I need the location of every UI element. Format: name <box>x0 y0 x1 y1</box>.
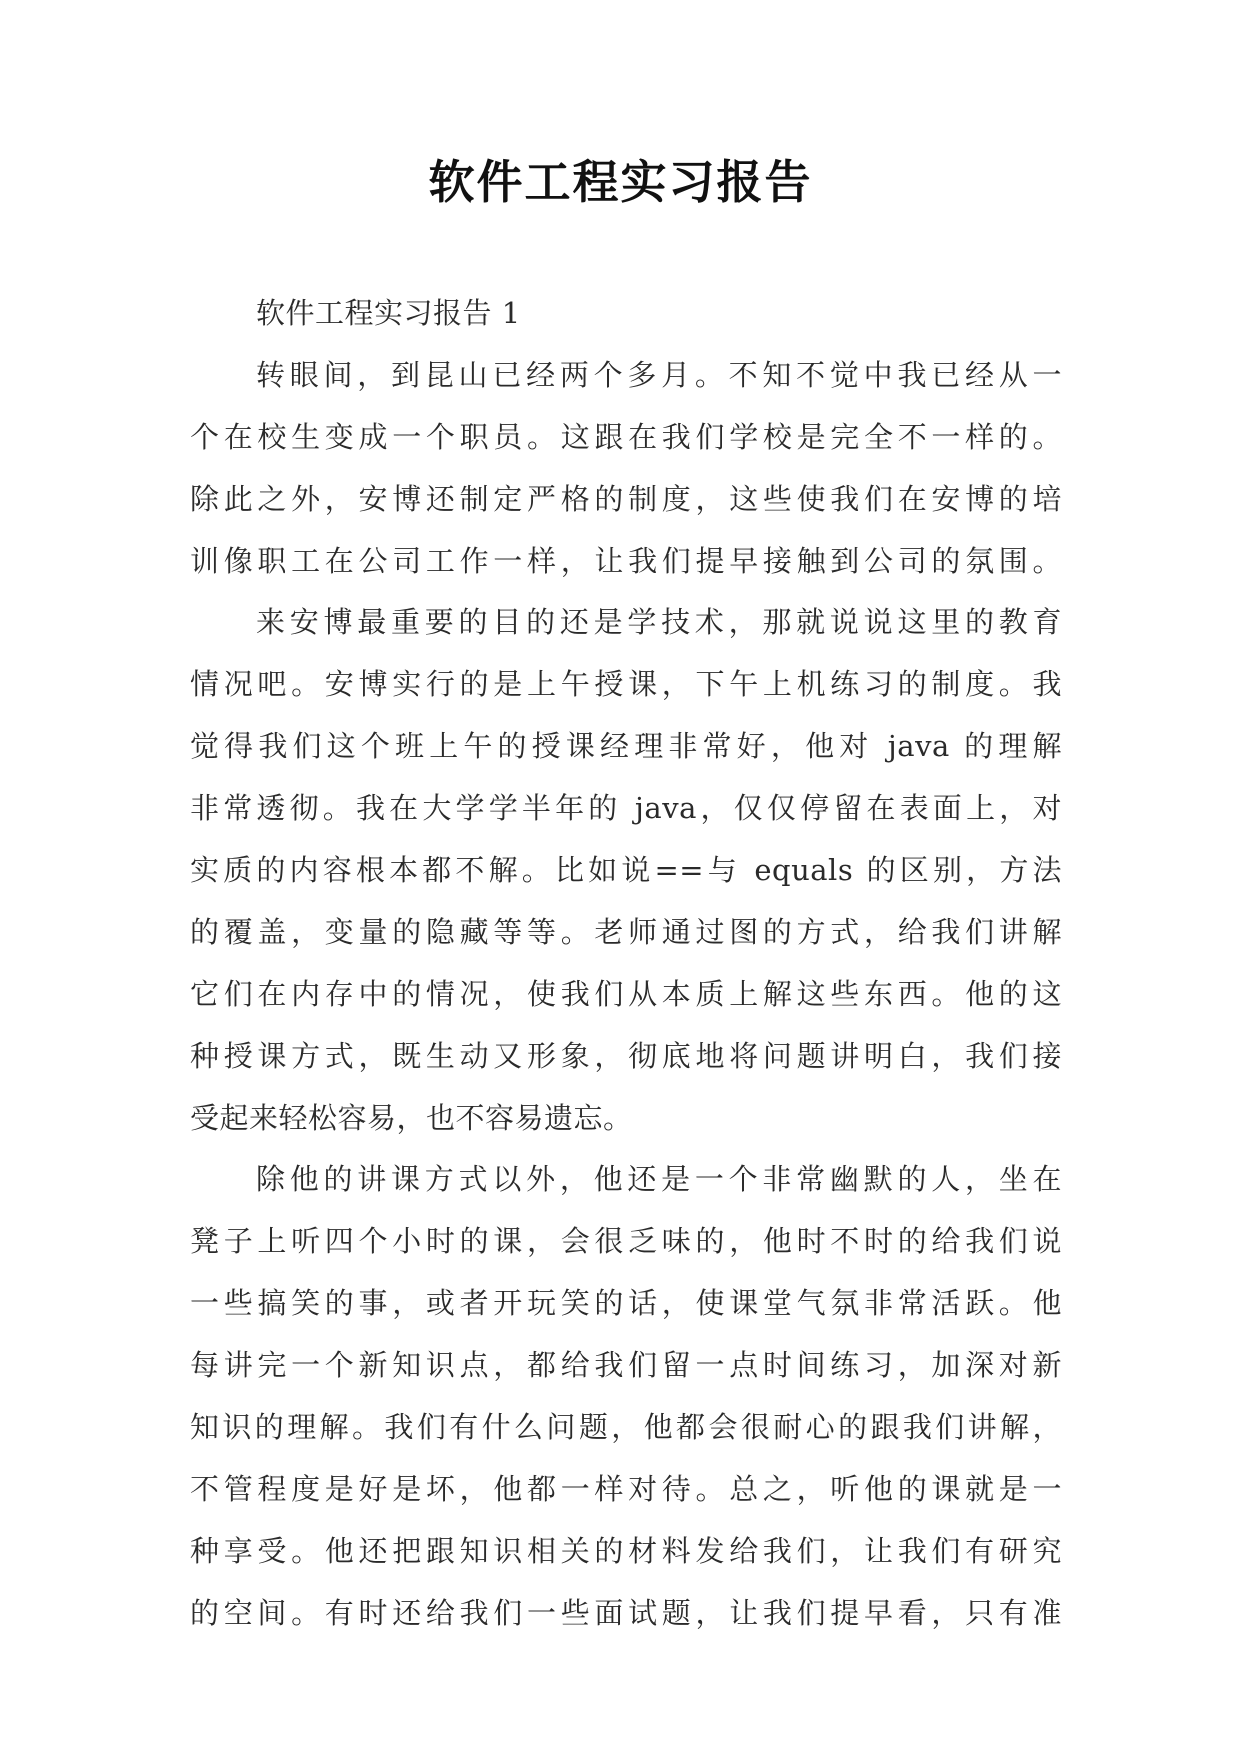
text-line: 除此之外，安博还制定严格的制度，这些使我们在安博的培 <box>190 481 1062 516</box>
text-line: 除他的讲课方式以外，他还是一个非常幽默的人，坐在 <box>256 1162 1062 1197</box>
text-line: 种享受。他还把跟知识相关的材料发给我们，让我们有研究 <box>190 1533 1062 1568</box>
text-line: 训像职工在公司工作一样，让我们提早接触到公司的氛围。 <box>190 543 1062 578</box>
section-heading: 软件工程实习报告 1 <box>256 296 521 330</box>
document-body <box>190 283 1062 1645</box>
text-line: 情况吧。安博实行的是上午授课，下午上机练习的制度。我 <box>190 667 1062 702</box>
text-line: 受起来轻松容易，也不容易遗忘。 <box>190 1100 633 1135</box>
text-line: 凳子上听四个小时的课，会很乏味的，他时不时的给我们说 <box>190 1224 1062 1259</box>
text-line: 个在校生变成一个职员。这跟在我们学校是完全不一样的。 <box>190 419 1062 454</box>
text-line: 一些搞笑的事，或者开玩笑的话，使课堂气氛非常活跃。他 <box>190 1286 1062 1321</box>
text-line: 每讲完一个新知识点，都给我们留一点时间练习，加深对新 <box>190 1348 1062 1383</box>
text-line: 不管程度是好是坏，他都一样对待。总之，听他的课就是一 <box>190 1471 1062 1506</box>
text-line: 实质的内容根本都不解。比如说==与 equals 的区别，方法 <box>190 853 1062 888</box>
text-line: 非常透彻。我在大学学半年的 java，仅仅停留在表面上，对 <box>190 791 1062 826</box>
text-line: 的覆盖，变量的隐藏等等。老师通过图的方式，给我们讲解 <box>190 914 1062 949</box>
document-title: 软件工程实习报告 <box>428 155 813 209</box>
text-line: 的空间。有时还给我们一些面试题，让我们提早看，只有准 <box>190 1595 1062 1630</box>
text-line: 知识的理解。我们有什么问题，他都会很耐心的跟我们讲解， <box>190 1410 1062 1445</box>
text-line: 觉得我们这个班上午的授课经理非常好，他对 java 的理解 <box>190 729 1062 764</box>
text-line: 转眼间，到昆山已经两个多月。不知不觉中我已经从一 <box>256 357 1062 392</box>
text-line: 来安博最重要的目的还是学技术，那就说说这里的教育 <box>256 605 1062 640</box>
text-line: 种授课方式，既生动又形象，彻底地将问题讲明白，我们接 <box>190 1038 1062 1073</box>
text-line: 它们在内存中的情况，使我们从本质上解这些东西。他的这 <box>190 976 1062 1011</box>
